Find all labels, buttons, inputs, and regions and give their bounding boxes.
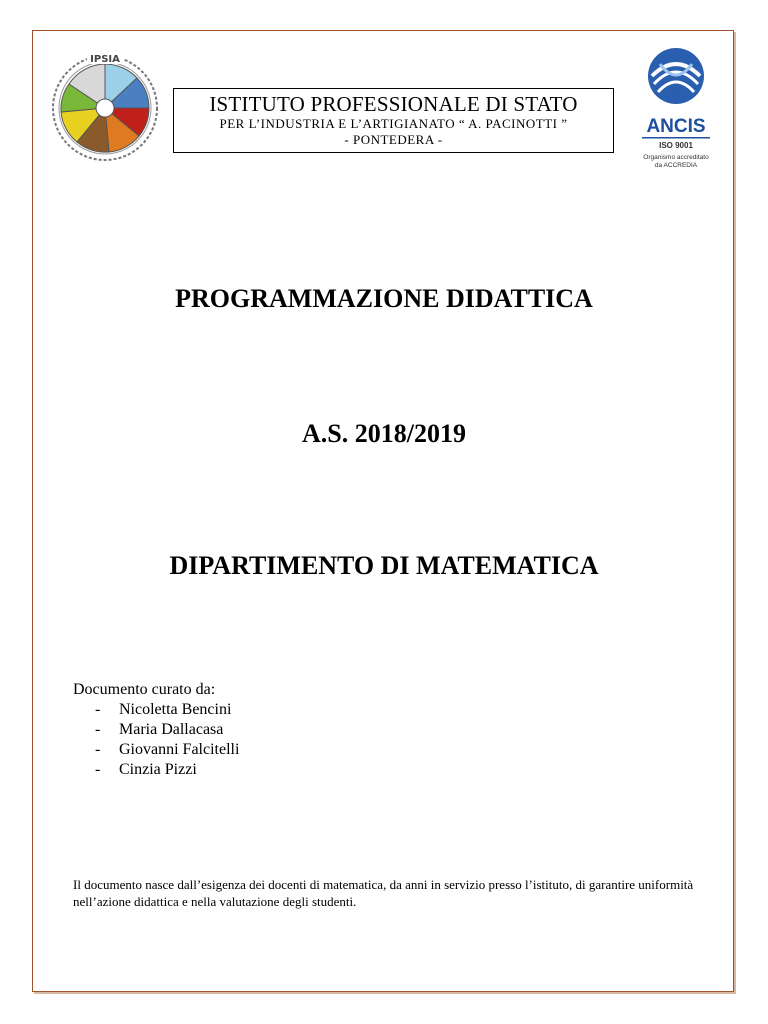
ipsia-school-logo-icon xyxy=(49,50,161,162)
author-list xyxy=(73,700,239,780)
list-item: - Cinzia Pizzi xyxy=(95,761,197,778)
list-item: - Maria Dallacasa xyxy=(95,721,224,738)
svg-text:IPSIA: IPSIA xyxy=(90,54,120,65)
svg-text:da ACCREDIA: da ACCREDIA xyxy=(654,162,698,169)
curated-by-label: Documento curato da: xyxy=(73,681,216,698)
document-title: PROGRAMMAZIONE DIDATTICA xyxy=(175,284,593,313)
institute-location: - PONTEDERA - xyxy=(344,132,443,147)
document-purpose-note: Il documento nasce dall’esigenza dei docenti di matematica, da anni in servizio presso l’istituto, di garantire uniformità nell’azione didattica e nella valutazione degli studenti. xyxy=(73,877,694,909)
svg-text:ISO 9001: ISO 9001 xyxy=(659,141,693,150)
author-name: Cinzia Pizzi xyxy=(119,761,197,778)
page-border xyxy=(32,30,734,992)
author-name: Nicoletta Bencini xyxy=(119,701,232,718)
curated-by-section xyxy=(73,680,239,780)
list-item: - Nicoletta Bencini xyxy=(95,701,232,718)
institute-subtitle: PER L’INDUSTRIA E L’ARTIGIANATO “ A. PACINOTTI ” xyxy=(219,116,568,131)
svg-text:Organismo accreditato: Organismo accreditato xyxy=(643,154,709,161)
school-year: A.S. 2018/2019 xyxy=(302,419,466,448)
author-name: Maria Dallacasa xyxy=(119,721,224,738)
svg-text:ANCIS: ANCIS xyxy=(646,116,706,137)
institute-name: ISTITUTO PROFESSIONALE DI STATO xyxy=(209,92,578,116)
institute-header-box xyxy=(173,88,614,153)
list-item: - Giovanni Falcitelli xyxy=(95,741,240,758)
department-title: DIPARTIMENTO DI MATEMATICA xyxy=(169,551,599,580)
author-name: Giovanni Falcitelli xyxy=(119,741,240,758)
ancis-certification-logo-icon xyxy=(638,46,714,172)
